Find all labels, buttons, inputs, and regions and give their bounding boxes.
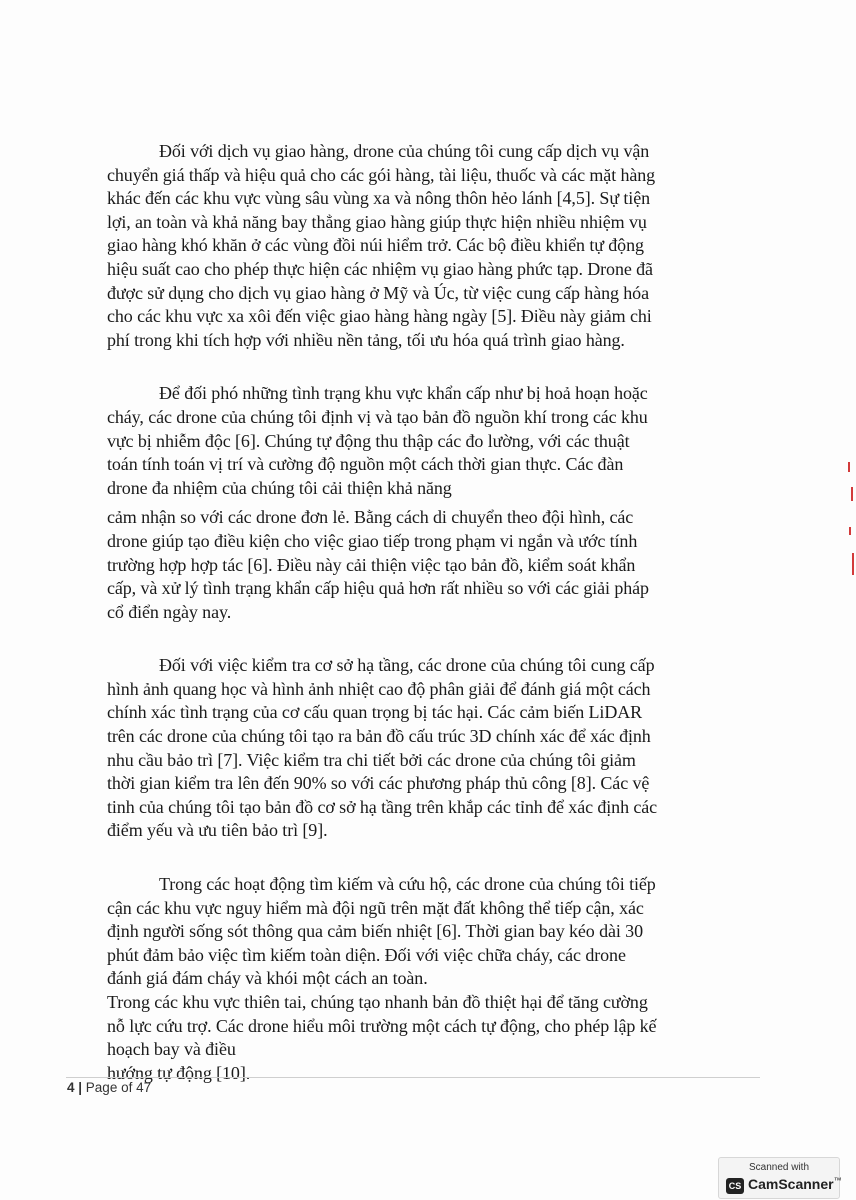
text-line: hiệu suất cao cho phép thực hiện các nhiệm vụ giao hàng phức tạp. Drone đã bbox=[107, 258, 653, 279]
text-line: lợi, an toàn và khả năng bay thẳng giao hàng giúp thực hiện nhiều nhiệm vụ bbox=[107, 211, 647, 232]
page-footer bbox=[67, 1080, 151, 1095]
text-line: đánh giá đám cháy và khói một cách an toàn. bbox=[107, 968, 428, 989]
text-line: điểm yếu và ưu tiên bảo trì [9]. bbox=[107, 820, 328, 841]
text-line: drone đa nhiệm của chúng tôi cải thiện khả năng bbox=[107, 477, 452, 498]
text-line: nhu cầu bảo trì [7]. Việc kiểm tra chi tiết bởi các drone của chúng tôi giảm bbox=[107, 749, 636, 770]
badge-brand bbox=[748, 1176, 842, 1192]
text-line: Để đối phó những tình trạng khu vực khẩn cấp như bị hoả hoạn hoặc bbox=[159, 383, 648, 404]
text-line: phút đảm bảo việc tìm kiếm toàn diện. Đối với việc chữa cháy, các drone bbox=[107, 944, 626, 965]
paragraph-disaster bbox=[107, 991, 743, 1085]
text-line: phí trong khi tích hợp với nhiều nền tảng, tối ưu hóa quá trình giao hàng. bbox=[107, 329, 625, 350]
scan-edge-mark bbox=[848, 462, 850, 472]
text-line: chuyển giá thấp và hiệu quả cho các gói hàng, tài liệu, thuốc và các mặt hàng bbox=[107, 164, 656, 185]
camscanner-badge bbox=[718, 1157, 840, 1199]
text-line: trường hợp hợp tác [6]. Điều này cải thiện việc tạo bản đồ, kiểm soát khẩn bbox=[107, 554, 636, 575]
paragraph-delivery bbox=[107, 140, 743, 352]
text-line: Đối với dịch vụ giao hàng, drone của chúng tôi cung cấp dịch vụ vận bbox=[159, 141, 650, 161]
text-line: nỗ lực cứu trợ. Các drone hiểu môi trường một cách tự động, cho phép lập kế bbox=[107, 1015, 657, 1036]
text-line: cận các khu vực nguy hiểm mà đội ngũ trên mặt đất không thể tiếp cận, xác bbox=[107, 897, 644, 918]
text-line: thời gian kiểm tra lên đến 90% so với các phương pháp thủ công [8]. Các vệ bbox=[107, 773, 650, 794]
badge-trademark: ™ bbox=[833, 1176, 842, 1185]
badge-brand-name: CamScanner bbox=[748, 1176, 834, 1192]
text-line: hướng tự động [10]. bbox=[107, 1062, 251, 1083]
text-line: cảm nhận so với các drone đơn lẻ. Bằng cách di chuyển theo đội hình, các bbox=[107, 507, 634, 528]
text-line: được sử dụng cho dịch vụ giao hàng ở Mỹ và Úc, từ việc cung cấp hàng hóa bbox=[107, 282, 649, 303]
text-line: hình ảnh quang học và hình ảnh nhiệt cao độ phân giải để đánh giá một cách bbox=[107, 678, 651, 699]
text-line: vực bị nhiễm độc [6]. Chúng tự động thu thập các đo lường, với các thuật bbox=[107, 430, 630, 451]
paragraph-emergency-continued bbox=[107, 506, 743, 624]
text-line: trên các drone của chúng tôi tạo ra bản đồ cấu trúc 3D chính xác để xác định bbox=[107, 726, 651, 747]
text-line: cho các khu vực xa xôi đến việc giao hàng hàng ngày [5]. Điều này giảm chi bbox=[107, 306, 652, 327]
badge-caption: Scanned with bbox=[748, 1162, 810, 1173]
page-number: 4 bbox=[67, 1080, 75, 1095]
text-line: cháy, các drone của chúng tôi định vị và tạo bản đồ nguồn khí trong các khu bbox=[107, 406, 648, 427]
text-line: tinh của chúng tôi tạo bản đồ cơ sở hạ tầng trên khắp các tỉnh để xác định các bbox=[107, 796, 658, 817]
text-line: định người sống sót thông qua cảm biến nhiệt [6]. Thời gian bay kéo dài 30 bbox=[107, 921, 643, 942]
camscanner-logo-icon: CS bbox=[726, 1178, 744, 1194]
paragraph-emergency bbox=[107, 382, 743, 500]
text-line: Trong các hoạt động tìm kiếm và cứu hộ, các drone của chúng tôi tiếp bbox=[159, 874, 656, 895]
text-line: chính xác tình trạng của cơ cấu quan trọng bị tác hại. Các cảm biến LiDAR bbox=[107, 702, 643, 723]
text-line: cấp, và xử lý tình trạng khẩn cấp hiệu quả hơn rất nhiều so với các giải pháp bbox=[107, 578, 649, 599]
footer-divider bbox=[66, 1077, 760, 1078]
text-line: giao hàng khó khăn ở các vùng đồi núi hiểm trở. Các bộ điều khiển tự động bbox=[107, 235, 644, 256]
text-line: Trong các khu vực thiên tai, chúng tạo nhanh bản đồ thiệt hại để tăng cường bbox=[107, 992, 648, 1012]
footer-separator: | bbox=[74, 1080, 86, 1095]
scan-edge-mark bbox=[851, 487, 853, 501]
text-line: cổ điển ngày nay. bbox=[107, 601, 232, 622]
text-line: khác đến các khu vực vùng sâu vùng xa và nông thôn hẻo lánh [4,5]. Sự tiện bbox=[107, 188, 650, 209]
text-line: drone giúp tạo điều kiện cho việc giao tiếp trong phạm vi ngắn và ước tính bbox=[107, 530, 638, 551]
scan-edge-mark bbox=[852, 553, 854, 575]
body-text bbox=[107, 140, 743, 1085]
text-line: Đối với việc kiểm tra cơ sở hạ tầng, các drone của chúng tôi cung cấp bbox=[159, 655, 655, 676]
paragraph-search-rescue bbox=[107, 873, 743, 991]
text-line: toán tính toán vị trí và cường độ nguồn một cách thời gian thực. Các đàn bbox=[107, 454, 624, 475]
text-line: hoạch bay và điều bbox=[107, 1039, 236, 1060]
scan-edge-mark bbox=[849, 527, 851, 535]
paragraph-infrastructure bbox=[107, 654, 743, 843]
page-of-label: Page of 47 bbox=[85, 1080, 152, 1095]
